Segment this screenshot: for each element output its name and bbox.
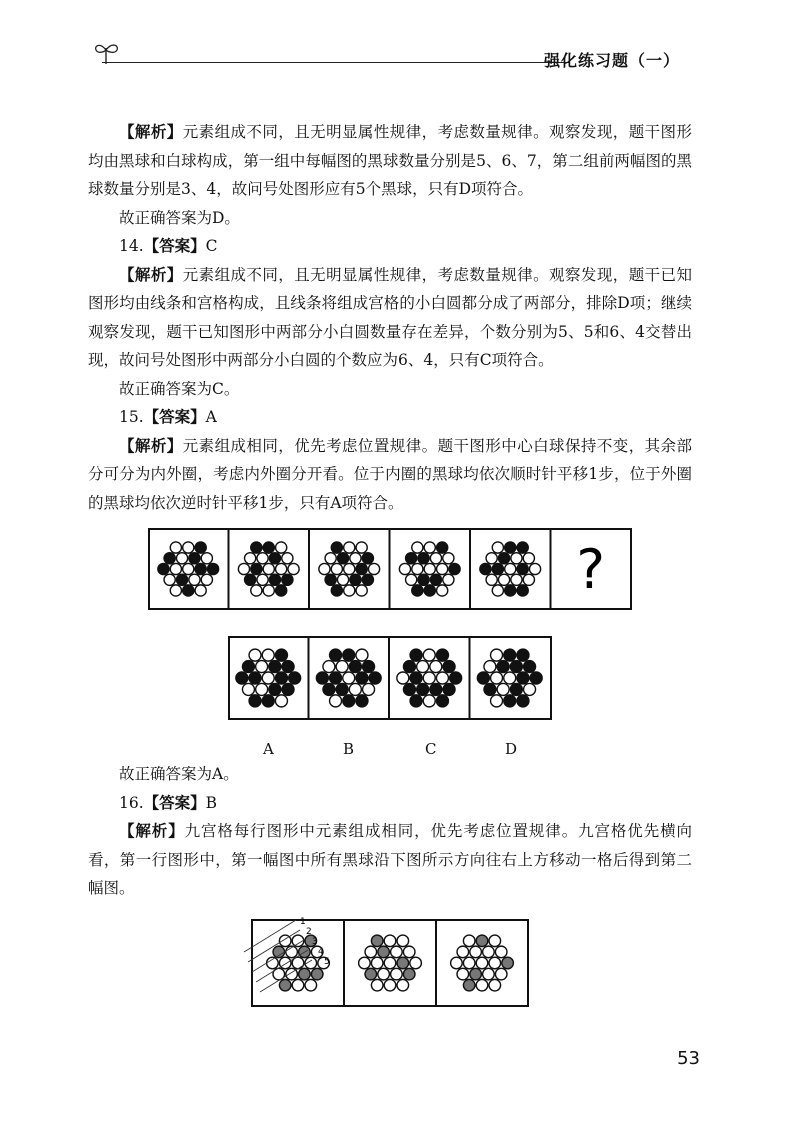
ball (517, 695, 529, 707)
ball (249, 672, 261, 684)
ball (417, 661, 429, 673)
ball (399, 563, 410, 574)
figure-16-nine-grid-row (238, 912, 530, 1008)
ball (523, 553, 534, 564)
paragraph-15-analysis: 【解析】元素组成相同，优先考虑位置规律。题干图形中心白球保持不变，其余部分可分为内外圈，考虑内外圈分开看。位于内圈的黑球均依次顺时针平移1步，位于外圈的黑球均依次逆时针平移1步，只有A项符合。 (88, 436, 692, 512)
ball (378, 946, 390, 958)
ball (262, 649, 274, 661)
ball (362, 553, 373, 564)
ball (276, 563, 287, 574)
ball (189, 553, 200, 564)
ball (489, 957, 501, 969)
ball (378, 968, 390, 980)
ball (249, 695, 261, 707)
ball (529, 563, 540, 574)
ball (403, 661, 415, 673)
ball (476, 935, 488, 947)
ball (489, 935, 501, 947)
ball (505, 542, 516, 553)
paragraph-14-conclusion: 故正确答案为C。 (119, 379, 240, 398)
ball (325, 553, 336, 564)
ball (350, 574, 361, 585)
ball (510, 661, 522, 673)
ball (498, 574, 509, 585)
ball (336, 683, 348, 695)
ball (356, 585, 367, 596)
arrow-number-label: 3 (312, 937, 318, 947)
ball (263, 585, 274, 596)
ball (330, 695, 342, 707)
arrow-number-label: 4 (318, 947, 324, 957)
ball (524, 661, 536, 673)
ball (249, 649, 261, 661)
ball (269, 574, 280, 585)
ball (410, 695, 422, 707)
ball (403, 946, 415, 958)
ball (436, 695, 448, 707)
ball (275, 649, 287, 661)
ball (505, 585, 516, 596)
answer-15: 15.【答案】A (119, 408, 217, 426)
ball (410, 649, 422, 661)
ball (457, 946, 469, 958)
ball (470, 968, 482, 980)
ball (437, 542, 448, 553)
ball (337, 553, 348, 564)
ball (195, 585, 206, 596)
ball (323, 683, 335, 695)
ball (363, 683, 375, 695)
paragraph-13-analysis: 【解析】元素组成不同，且无明显属性规律，考虑数量规律。观察发现，题干图形均由黑球和白球构成，第一组中每幅图的黑球数量分别是5、6、7，第二组前两幅图的黑球数量分别是3、4，故问号处图形应有5个黑球，只有D项符合。 (88, 123, 692, 198)
ball (195, 542, 206, 553)
ball (336, 661, 348, 673)
ball (410, 957, 422, 969)
answer-14: 14.【答案】C (119, 237, 218, 255)
ball (369, 672, 381, 684)
ball (484, 661, 496, 673)
ball (517, 649, 529, 661)
ball (412, 585, 423, 596)
page-number: 53 (677, 1048, 700, 1069)
ball (257, 574, 268, 585)
ball (463, 935, 475, 947)
ball (470, 946, 482, 958)
arrow-number-label: 5 (324, 957, 330, 967)
ball (463, 979, 475, 991)
ball (484, 683, 496, 695)
ball (356, 649, 368, 661)
ball (170, 542, 181, 553)
ball (263, 563, 274, 574)
ball (517, 585, 528, 596)
ball (183, 585, 194, 596)
ball (269, 661, 281, 673)
ball (359, 957, 371, 969)
ball (371, 935, 383, 947)
ball (391, 946, 403, 958)
ball (238, 563, 249, 574)
ball (483, 968, 495, 980)
ball (412, 563, 423, 574)
ball (497, 661, 509, 673)
ball (164, 553, 175, 564)
paragraph-13-conclusion: 故正确答案为D。 (119, 208, 240, 227)
ball (486, 574, 497, 585)
ball (337, 574, 348, 585)
ball (491, 672, 503, 684)
ball (183, 563, 194, 574)
ball (450, 672, 462, 684)
header-title: 强化练习题（一） (543, 51, 680, 70)
ball (397, 979, 409, 991)
figure-15-options-row (228, 636, 552, 720)
ball (170, 585, 181, 596)
ball (344, 542, 355, 553)
ball (412, 542, 423, 553)
ball (368, 563, 379, 574)
ball (365, 946, 377, 958)
ball (502, 957, 514, 969)
ball (477, 672, 489, 684)
ball (282, 574, 293, 585)
ball (492, 542, 503, 553)
ball (517, 542, 528, 553)
ball (430, 553, 441, 564)
option-label-d: D (505, 740, 518, 758)
ball (495, 946, 507, 958)
ball (437, 563, 448, 574)
ball (176, 553, 187, 564)
ball (424, 563, 435, 574)
ball (292, 979, 304, 991)
ball (403, 683, 415, 695)
ball (279, 979, 291, 991)
ball (486, 553, 497, 564)
ball (356, 563, 367, 574)
ball (406, 553, 417, 564)
ball (256, 661, 268, 673)
ball (331, 542, 342, 553)
ball (384, 979, 396, 991)
ball (403, 968, 415, 980)
ball (410, 672, 422, 684)
ball (330, 672, 342, 684)
ball (236, 672, 248, 684)
ball (343, 695, 355, 707)
ball (262, 695, 274, 707)
ball (201, 574, 212, 585)
ball (356, 542, 367, 553)
ball (343, 672, 355, 684)
ball (517, 672, 529, 684)
figure-15-question-row (148, 528, 632, 610)
ball (263, 542, 274, 553)
ball (504, 672, 516, 684)
answer-16: 16.【答案】B (119, 793, 218, 812)
ball (457, 968, 469, 980)
ball (495, 968, 507, 980)
ball (349, 661, 361, 673)
ball (436, 672, 448, 684)
ball (330, 649, 342, 661)
ball (489, 979, 501, 991)
page-body (88, 118, 692, 517)
ball (262, 672, 274, 684)
option-label-b: B (343, 740, 355, 758)
ball (406, 574, 417, 585)
ball (344, 563, 355, 574)
ball (269, 553, 280, 564)
ball (251, 585, 262, 596)
ball (170, 563, 181, 574)
ball (207, 563, 218, 574)
ball (524, 683, 536, 695)
ball (430, 683, 442, 695)
ball (480, 563, 491, 574)
ball (251, 542, 262, 553)
arrow-number-label: 2 (306, 927, 312, 937)
ball (424, 542, 435, 553)
ball (282, 553, 293, 564)
ball (269, 683, 281, 695)
ball (397, 957, 409, 969)
ball (443, 553, 454, 564)
ball (275, 695, 287, 707)
ball (362, 574, 373, 585)
question-mark: ? (576, 538, 606, 601)
header-rule (102, 62, 570, 63)
ball (384, 957, 396, 969)
ball (423, 649, 435, 661)
ball (331, 585, 342, 596)
ball (498, 553, 509, 564)
ball (363, 661, 375, 673)
ball (523, 574, 534, 585)
ball (276, 542, 287, 553)
option-label-a: A (263, 740, 274, 758)
ball (511, 553, 522, 564)
ball (356, 672, 368, 684)
ball (164, 574, 175, 585)
ball (436, 649, 448, 661)
ball (430, 574, 441, 585)
ball (316, 672, 328, 684)
ball (463, 957, 475, 969)
ball (510, 683, 522, 695)
ball (418, 574, 429, 585)
ball (443, 661, 455, 673)
ball (325, 574, 336, 585)
ball (491, 649, 503, 661)
ball (276, 585, 287, 596)
paragraph-14-analysis: 【解析】元素组成不同，且无明显属性规律，考虑数量规律。观察发现，题干已知图形均由线条和宫格构成，且线条将组成宫格的小白圆都分成了两部分，排除D项；继续观察发现，题干已知图形中两部分小白圆数量存在差异，个数分别为5、5和6、4交替出现，故问号处图形中两部分小白圆的个数应为6、4，只有C项符合。 (88, 265, 692, 369)
ball (511, 574, 522, 585)
ball (183, 542, 194, 553)
ball (371, 979, 383, 991)
ball (437, 585, 448, 596)
page-body-continued (88, 760, 692, 903)
ball (311, 968, 323, 980)
ball (201, 553, 212, 564)
ball (365, 968, 377, 980)
ball (417, 683, 429, 695)
ball (492, 563, 503, 574)
paragraph-15-conclusion: 故正确答案为A。 (119, 765, 239, 783)
ball (397, 672, 409, 684)
ball (356, 695, 368, 707)
ball (256, 683, 268, 695)
ball (331, 563, 342, 574)
ball (451, 957, 463, 969)
ball (245, 553, 256, 564)
ball (282, 683, 294, 695)
ball (319, 563, 330, 574)
ball (289, 672, 301, 684)
ball (275, 672, 287, 684)
ball (323, 661, 335, 673)
ball (245, 574, 256, 585)
ball (418, 553, 429, 564)
ball (483, 946, 495, 958)
ball (251, 563, 262, 574)
ball (497, 683, 509, 695)
ball (492, 585, 503, 596)
ball (517, 563, 528, 574)
ball (158, 563, 169, 574)
ball (242, 683, 254, 695)
ball (242, 661, 254, 673)
ball (176, 574, 187, 585)
ball (476, 979, 488, 991)
ball (288, 563, 299, 574)
ball (391, 968, 403, 980)
ball (371, 957, 383, 969)
ball (195, 563, 206, 574)
ball (505, 563, 516, 574)
ball (397, 935, 409, 947)
ball (504, 649, 516, 661)
arrow-number-label: 1 (300, 917, 306, 927)
ball (349, 683, 361, 695)
ball (430, 661, 442, 673)
ball (384, 935, 396, 947)
ball (449, 563, 460, 574)
ball (257, 553, 268, 564)
ball (423, 695, 435, 707)
ball (504, 695, 516, 707)
ball (305, 979, 317, 991)
ball (530, 672, 542, 684)
ball (443, 574, 454, 585)
ball (350, 553, 361, 564)
ball (189, 574, 200, 585)
paragraph-16-analysis: 【解析】九宫格每行图形中元素组成相同，优先考虑位置规律。九宫格优先横向看，第一行图形中，第一幅图中所有黑球沿下图所示方向往右上方移动一格后得到第二幅图。 (88, 822, 692, 897)
ball (299, 968, 311, 980)
ball (424, 585, 435, 596)
ball (343, 649, 355, 661)
ball (423, 672, 435, 684)
ball (279, 957, 291, 969)
running-header (92, 40, 702, 76)
ball (476, 957, 488, 969)
ball (491, 695, 503, 707)
ball (282, 661, 294, 673)
ball (344, 585, 355, 596)
ball (443, 683, 455, 695)
option-label-c: C (425, 740, 437, 758)
